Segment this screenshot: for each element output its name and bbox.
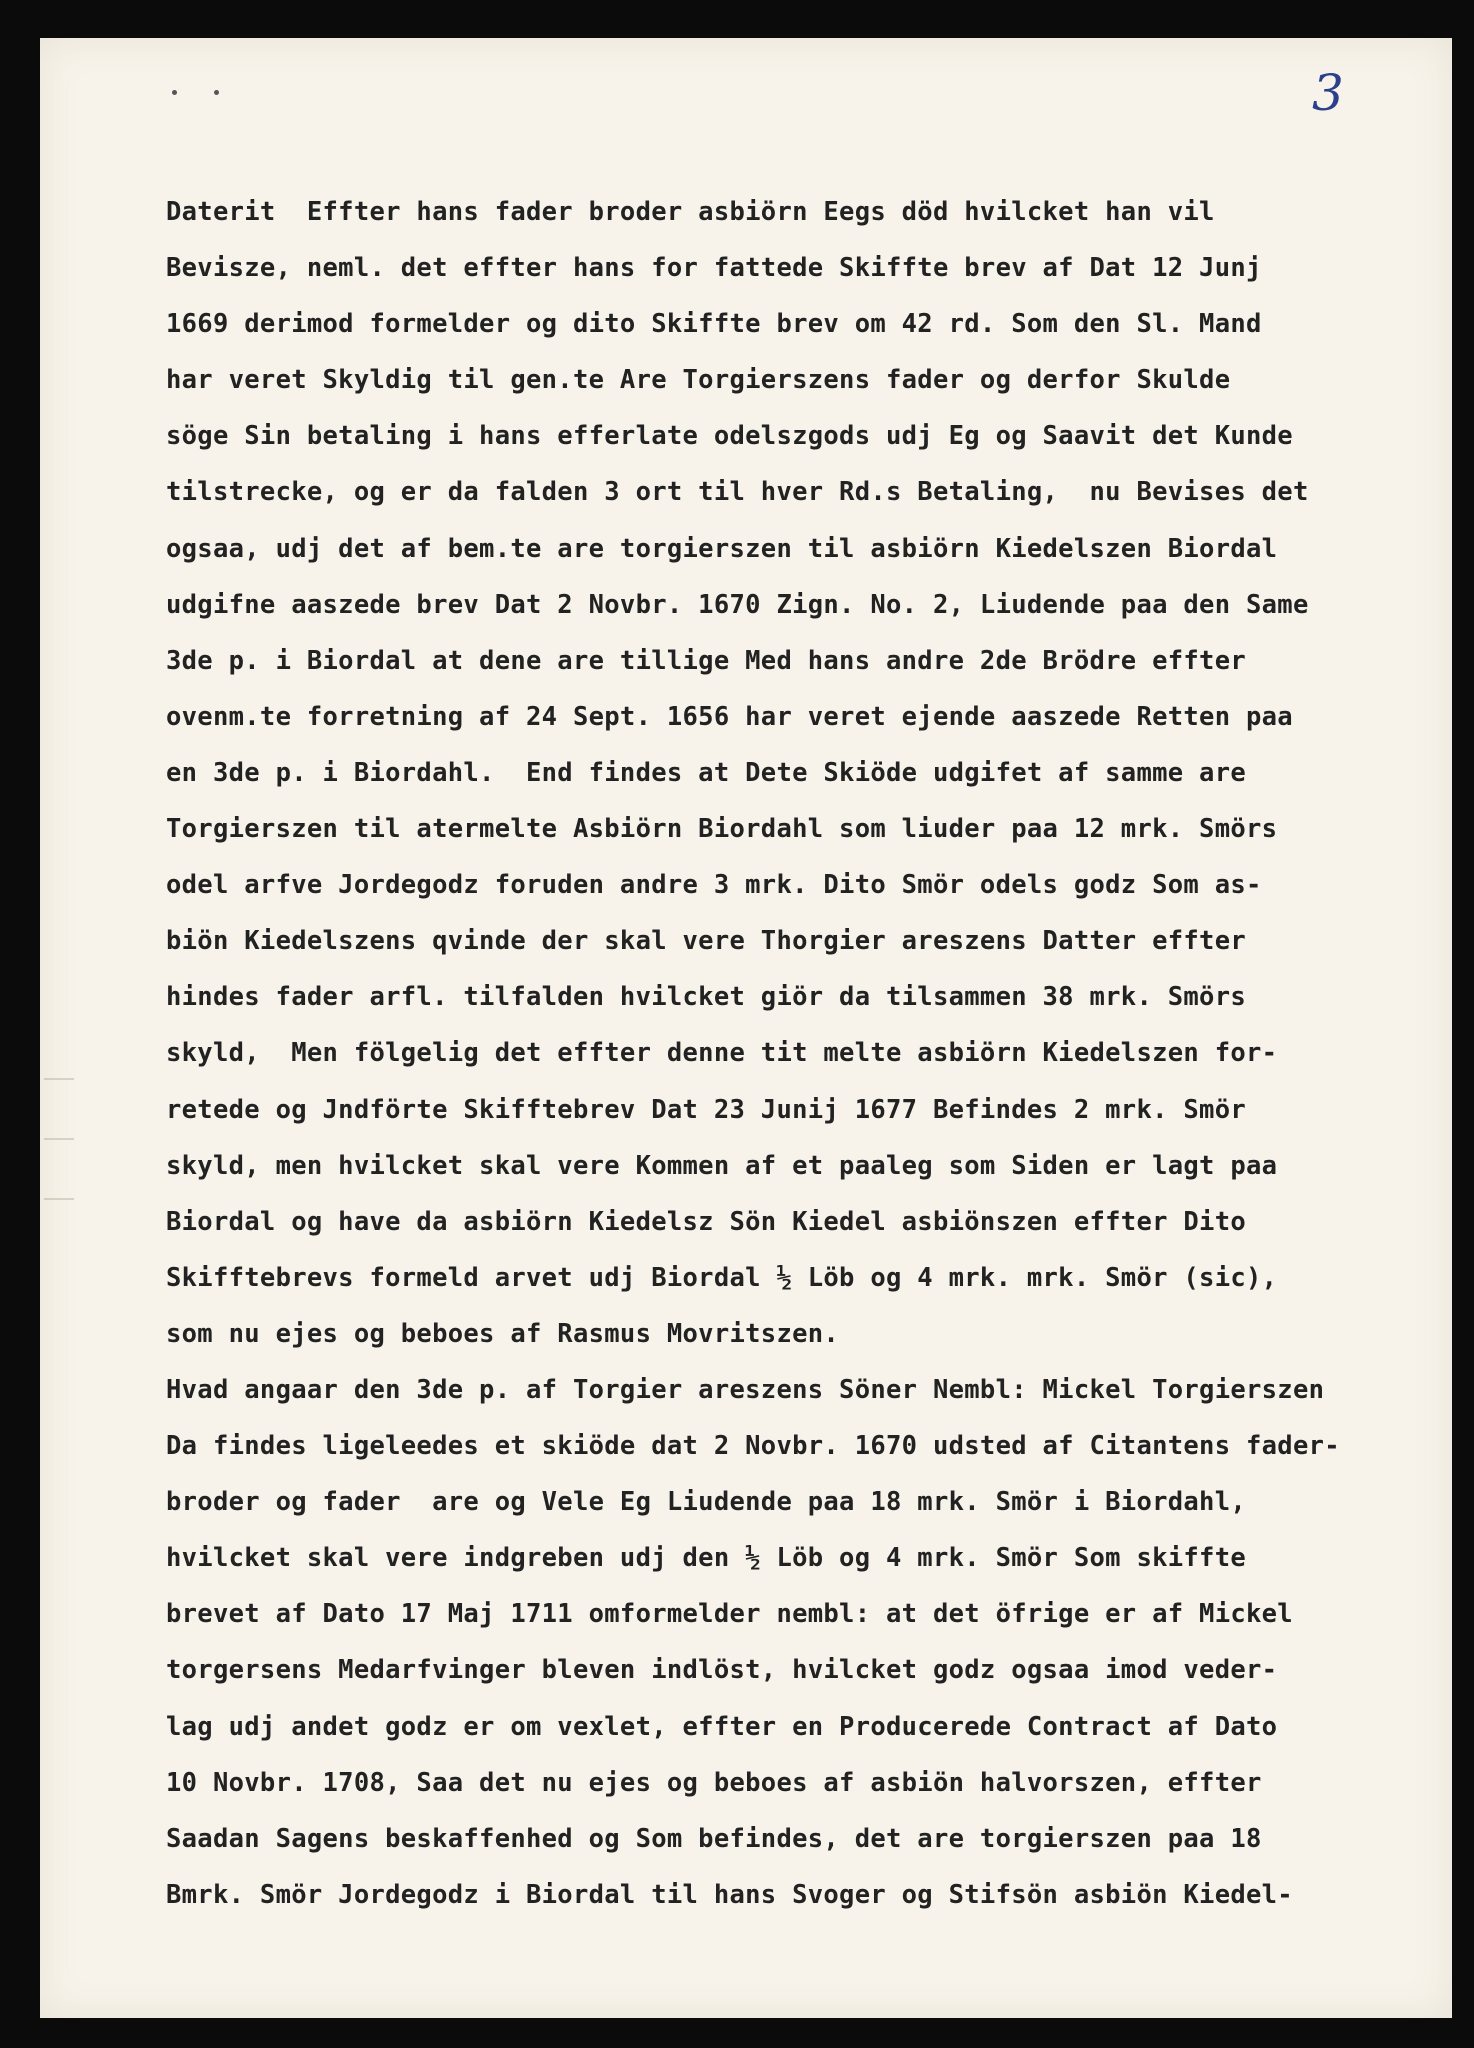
text-line: har veret Skyldig til gen.te Are Torgierszens fader og derfor Skulde (166, 365, 1231, 396)
text-line: ovenm.te forretning af 24 Sept. 1656 har veret ejende aaszede Retten paa (166, 701, 1293, 732)
text-line: Biordal og have da asbiörn Kiedelsz Sön Kiedel asbiönszen effter Dito (166, 1206, 1247, 1237)
text-line: skyld, men hvilcket skal vere Kommen af et paaleg som Siden er lagt paa (166, 1150, 1278, 1181)
text-line: odel arfve Jordegodz foruden andre 3 mrk. Dito Smör odels godz Som as- (166, 870, 1262, 901)
text-line: lag udj andet godz er om vexlet, effter en Producerede Contract af Dato (166, 1711, 1278, 1742)
text-line: Bevisze, neml. det effter hans for fattede Skiffte brev af Dat 12 Junj (166, 253, 1262, 284)
text-line: en 3de p. i Biordahl. End findes at Dete Skiöde udgifet af samme are (166, 757, 1247, 788)
typed-text-body (166, 184, 1456, 1923)
margin-marks (44, 1078, 84, 1278)
text-line: Daterit Effter hans fader broder asbiörn Eegs död hvilcket han vil (166, 197, 1215, 227)
punch-dot (172, 90, 177, 95)
text-line: 10 Novbr. 1708, Saa det nu ejes og beboes af asbiön halvorszen, effter (166, 1767, 1262, 1798)
punch-dot (214, 90, 219, 95)
text-line: Bmrk. Smör Jordegodz i Biordal til hans Svoger og Stifsön asbiön Kiedel- (166, 1879, 1293, 1910)
text-line: skyld, Men fölgelig det effter denne tit melte asbiörn Kiedelszen for- (166, 1038, 1278, 1069)
text-line: som nu ejes og beboes af Rasmus Movritszen. (166, 1318, 840, 1349)
text-line: ogsaa, udj det af bem.te are torgierszen til asbiörn Kiedelszen Biordal (166, 533, 1278, 564)
text-line: brevet af Dato 17 Maj 1711 omformelder nembl: at det öfrige er af Mickel (166, 1599, 1293, 1630)
text-line: hindes fader arfl. tilfalden hvilcket giör da tilsammen 38 mrk. Smörs (166, 982, 1247, 1013)
text-line: 1669 derimod formelder og dito Skiffte brev om 42 rd. Som den Sl. Mand (166, 309, 1262, 340)
text-line: Da findes ligeleedes et skiöde dat 2 Novbr. 1670 udsted af Citantens fader- (166, 1431, 1340, 1462)
text-line: hvilcket skal vere indgreben udj den ½ Löb og 4 mrk. Smör Som skiffte (166, 1543, 1247, 1574)
document-page (40, 38, 1452, 2018)
text-line: Saadan Sagens beskaffenhed og Som befindes, det are torgierszen paa 18 (166, 1823, 1262, 1854)
text-line: torgersens Medarfvinger bleven indlöst, hvilcket godz ogsaa imod veder- (166, 1655, 1278, 1686)
text-line: söge Sin betaling i hans efferlate odelszgods udj Eg og Saavit det Kunde (166, 421, 1293, 452)
text-line: udgifne aaszede brev Dat 2 Novbr. 1670 Zign. No. 2, Liudende paa den Same (166, 589, 1309, 620)
text-line: Skifftebrevs formeld arvet udj Biordal ½ Löb og 4 mrk. mrk. Smör (sic), (166, 1262, 1278, 1293)
text-line: Torgierszen til atermelte Asbiörn Biordahl som liuder paa 12 mrk. Smörs (166, 814, 1278, 845)
text-line: Hvad angaar den 3de p. af Torgier areszens Söner Nembl: Mickel Torgierszen (166, 1374, 1325, 1405)
text-line: broder og fader are og Vele Eg Liudende paa 18 mrk. Smör i Biordahl, (166, 1487, 1247, 1518)
text-line: retede og Jndförte Skifftebrev Dat 23 Junij 1677 Befindes 2 mrk. Smör (166, 1094, 1247, 1125)
text-line: biön Kiedelszens qvinde der skal vere Thorgier areszens Datter effter (166, 926, 1247, 957)
page-number: 3 (1312, 64, 1344, 122)
text-line: tilstrecke, og er da falden 3 ort til hver Rd.s Betaling, nu Bevises det (166, 477, 1309, 508)
text-line: 3de p. i Biordal at dene are tillige Med hans andre 2de Brödre effter (166, 645, 1247, 676)
